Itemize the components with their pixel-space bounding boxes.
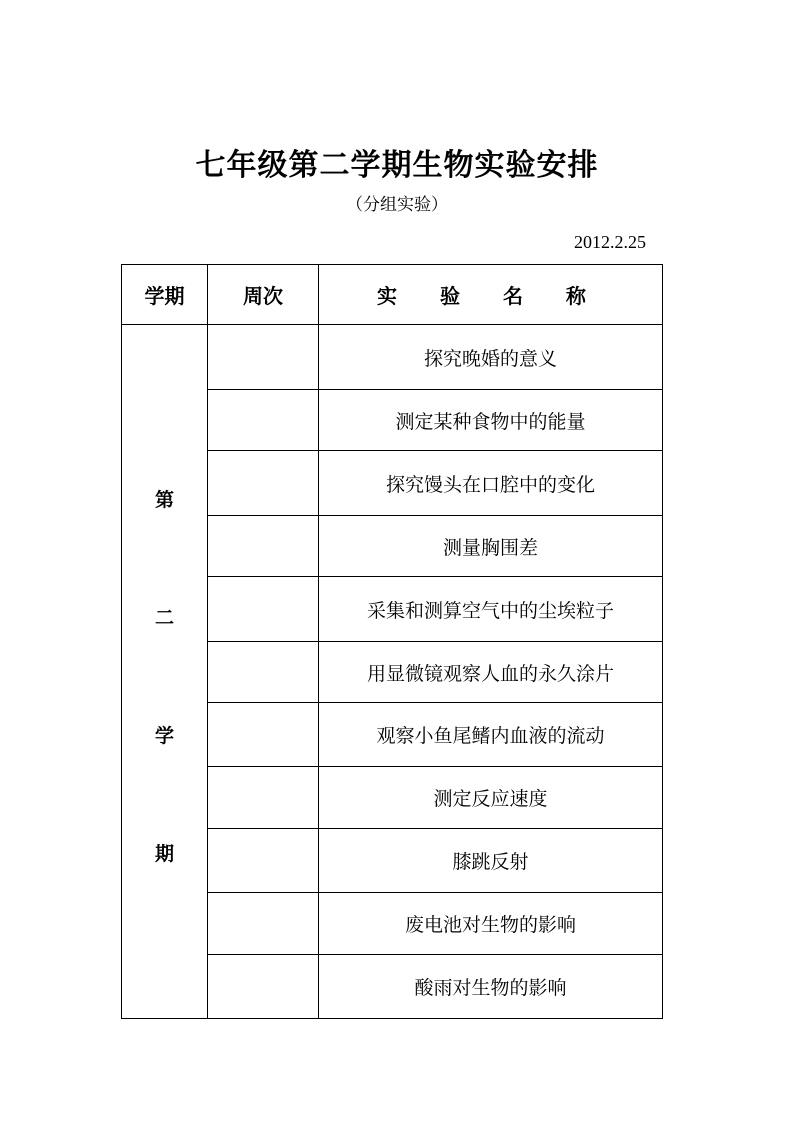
- week-cell[interactable]: [208, 767, 319, 829]
- week-cell[interactable]: [208, 516, 319, 577]
- experiment-name-cell: 膝跳反射: [319, 829, 663, 893]
- week-cell[interactable]: [208, 577, 319, 642]
- header-week: 周次: [208, 265, 319, 325]
- table-header-row: [122, 265, 663, 325]
- week-cell[interactable]: [208, 829, 319, 893]
- week-cell[interactable]: [208, 390, 319, 451]
- term-cell: [122, 325, 208, 1019]
- week-cell[interactable]: [208, 642, 319, 703]
- document-date: 2012.2.25: [574, 232, 646, 252]
- experiment-name-cell: 探究馒头在口腔中的变化: [319, 451, 663, 516]
- experiment-schedule-table: [121, 264, 663, 1019]
- experiment-name-cell: 采集和测算空气中的尘埃粒子: [319, 577, 663, 642]
- experiment-name-cell: 用显微镜观察人血的永久涂片: [319, 642, 663, 703]
- document-subtitle: （分组实验）: [346, 195, 448, 215]
- week-cell[interactable]: [208, 893, 319, 955]
- document-title: 七年级第二学期生物实验安排: [195, 148, 599, 183]
- experiment-name-cell: 酸雨对生物的影响: [319, 955, 663, 1019]
- header-term: 学期: [122, 265, 208, 325]
- week-cell[interactable]: [208, 703, 319, 767]
- week-cell[interactable]: [208, 325, 319, 390]
- week-cell[interactable]: [208, 955, 319, 1019]
- term-label: [122, 485, 207, 867]
- experiment-name-cell: 测量胸围差: [319, 516, 663, 577]
- experiment-name-cell: 观察小鱼尾鳍内血液的流动: [319, 703, 663, 767]
- term-char: 第: [154, 488, 174, 511]
- table-body: [122, 325, 663, 1019]
- week-cell[interactable]: [208, 451, 319, 516]
- table-row: [122, 325, 663, 390]
- term-char: 学: [154, 725, 174, 748]
- term-char: 二: [154, 606, 174, 629]
- experiment-name-cell: 探究晚婚的意义: [319, 325, 663, 390]
- experiment-name-cell: 废电池对生物的影响: [319, 893, 663, 955]
- experiment-name-cell: 测定某种食物中的能量: [319, 390, 663, 451]
- experiment-name-cell: 测定反应速度: [319, 767, 663, 829]
- header-experiment-name: 实 验 名 称: [319, 265, 663, 325]
- term-char: 期: [154, 843, 174, 866]
